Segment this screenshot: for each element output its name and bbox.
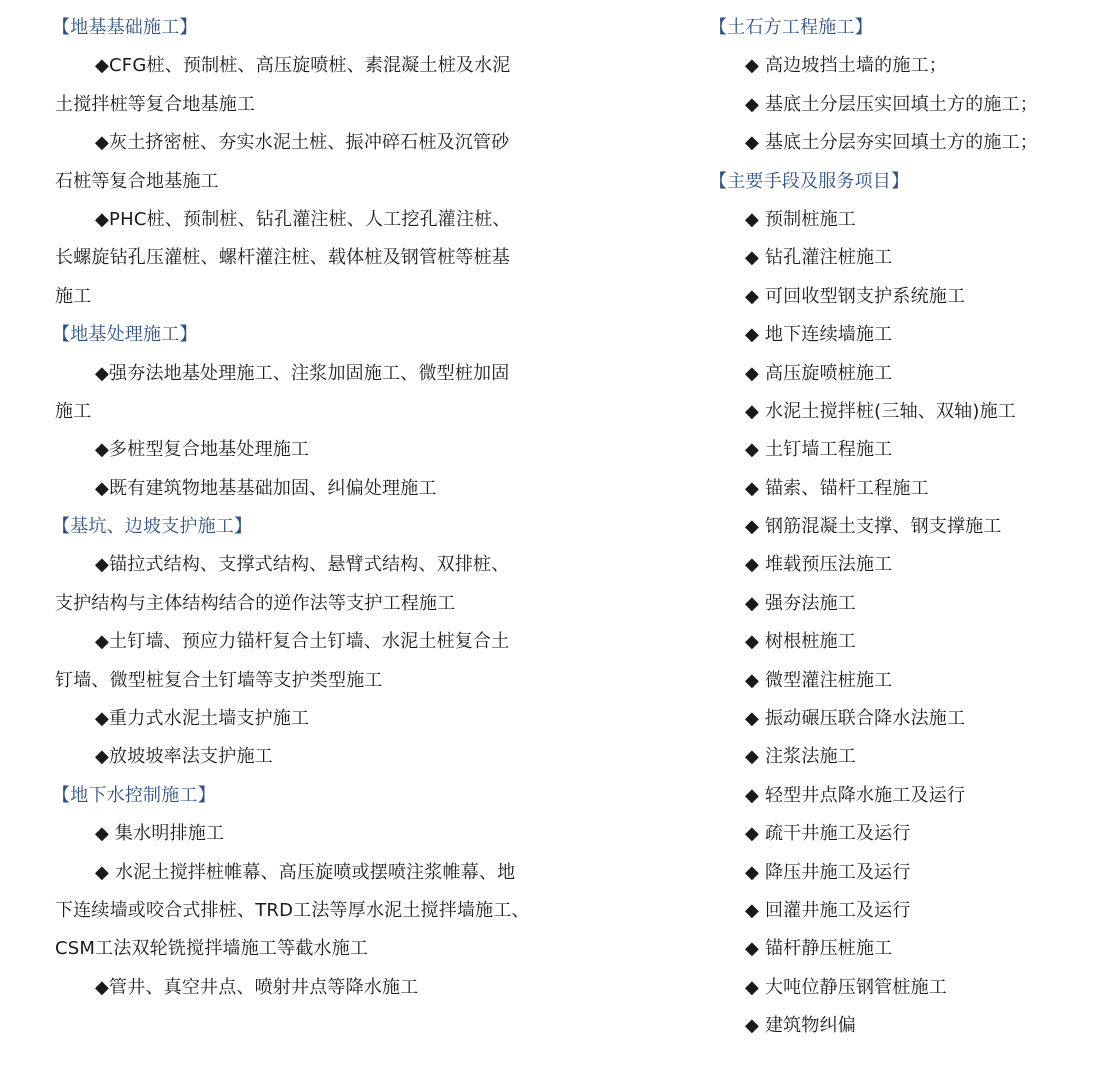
bullet-item: ◆ 树根桩施工: [745, 631, 856, 653]
bullet-item: ◆ 锚索、锚杆工程施工: [745, 477, 929, 499]
bullet-item-continuation: CSM工法双轮铣搅拌墙施工等截水施工: [55, 938, 369, 960]
bullet-item: ◆灰土挤密桩、夯实水泥土桩、振冲碎石桩及沉管砂: [95, 132, 510, 154]
bullet-item-continuation: 石桩等复合地基施工: [55, 170, 219, 192]
bullet-item: ◆ 预制桩施工: [745, 208, 856, 230]
bullet-item: ◆重力式水泥土墙支护施工: [95, 708, 310, 730]
bullet-item: ◆ 注浆法施工: [745, 746, 856, 768]
bullet-item: ◆ 集水明排施工: [95, 823, 225, 845]
bullet-item: ◆ 微型灌注桩施工: [745, 669, 893, 691]
bullet-item: ◆ 基底土分层夯实回填土方的施工；: [745, 132, 1038, 154]
section-heading: 【地基基础施工】: [52, 17, 198, 38]
bullet-item: ◆ 锚杆静压桩施工: [745, 938, 893, 960]
bullet-item-continuation: 土搅拌桩等复合地基施工: [55, 93, 256, 115]
bullet-item: ◆ 回灌井施工及运行: [745, 899, 911, 921]
bullet-item: ◆既有建筑物地基基础加固、纠偏处理施工: [95, 477, 437, 499]
bullet-item: ◆锚拉式结构、支撑式结构、悬臂式结构、双排桩、: [95, 554, 510, 576]
bullet-item: ◆CFG桩、预制桩、高压旋喷桩、素混凝土桩及水泥: [95, 55, 511, 77]
bullet-item: ◆ 高压旋喷桩施工: [745, 362, 893, 384]
bullet-item-continuation: 长螺旋钻孔压灌桩、螺杆灌注桩、载体桩及钢管桩等桩基: [55, 247, 510, 269]
bullet-item-continuation: 施工: [55, 400, 92, 422]
bullet-item: ◆ 疏干井施工及运行: [745, 823, 911, 845]
bullet-item: ◆多桩型复合地基处理施工: [95, 439, 310, 461]
bullet-item: ◆ 钢筋混凝土支撑、钢支撑施工: [745, 516, 1002, 538]
right-column: [709, 9, 1092, 1046]
bullet-item: ◆强夯法地基处理施工、注浆加固施工、微型桩加固: [95, 362, 510, 384]
bullet-item: ◆ 堆载预压法施工: [745, 554, 893, 576]
bullet-item: ◆PHC桩、预制桩、钻孔灌注桩、人工挖孔灌注桩、: [95, 208, 511, 230]
bullet-item: ◆ 高边坡挡土墙的施工；: [745, 55, 947, 77]
bullet-item-continuation: 下连续墙或咬合式排桩、TRD工法等厚水泥土搅拌墙施工、: [55, 899, 530, 921]
bullet-item: ◆ 土钉墙工程施工: [745, 439, 893, 461]
bullet-item: ◆ 水泥土搅拌桩帷幕、高压旋喷或摆喷注浆帷幕、地: [95, 861, 516, 883]
bullet-item: ◆ 基底土分层压实回填土方的施工；: [745, 93, 1038, 115]
bullet-item: ◆ 大吨位静压钢管桩施工: [745, 976, 947, 998]
bullet-item: ◆ 钻孔灌注桩施工: [745, 247, 893, 269]
bullet-item-continuation: 施工: [55, 285, 92, 307]
bullet-item: ◆放坡坡率法支护施工: [95, 746, 273, 768]
bullet-item: ◆ 水泥土搅拌桩(三轴、双轴)施工: [745, 400, 1017, 422]
bullet-item: ◆ 可回收型钢支护系统施工: [745, 285, 966, 307]
section-heading: 【地下水控制施工】: [52, 784, 216, 806]
bullet-item: ◆管井、真空井点、喷射井点等降水施工: [95, 976, 419, 998]
bullet-item: ◆ 振动碾压联合降水法施工: [745, 708, 966, 730]
section-heading: 【地基处理施工】: [52, 324, 198, 346]
bullet-item: ◆ 轻型井点降水施工及运行: [745, 784, 966, 806]
bullet-item-continuation: 钉墙、微型桩复合土钉墙等支护类型施工: [55, 669, 383, 691]
left-column: [52, 9, 555, 1007]
section-heading: 【基坑、边坡支护施工】: [52, 516, 253, 538]
bullet-item: ◆ 建筑物纠偏: [745, 1015, 856, 1037]
section-heading: 【主要手段及服务项目】: [709, 170, 910, 192]
bullet-item: ◆ 强夯法施工: [745, 592, 856, 614]
bullet-item: ◆ 地下连续墙施工: [745, 324, 893, 346]
section-heading: 【土石方工程施工】: [709, 17, 873, 38]
bullet-item: ◆土钉墙、预应力锚杆复合土钉墙、水泥土桩复合土: [95, 631, 510, 653]
bullet-item-continuation: 支护结构与主体结构结合的逆作法等支护工程施工: [55, 592, 456, 614]
bullet-item: ◆ 降压井施工及运行: [745, 861, 911, 883]
